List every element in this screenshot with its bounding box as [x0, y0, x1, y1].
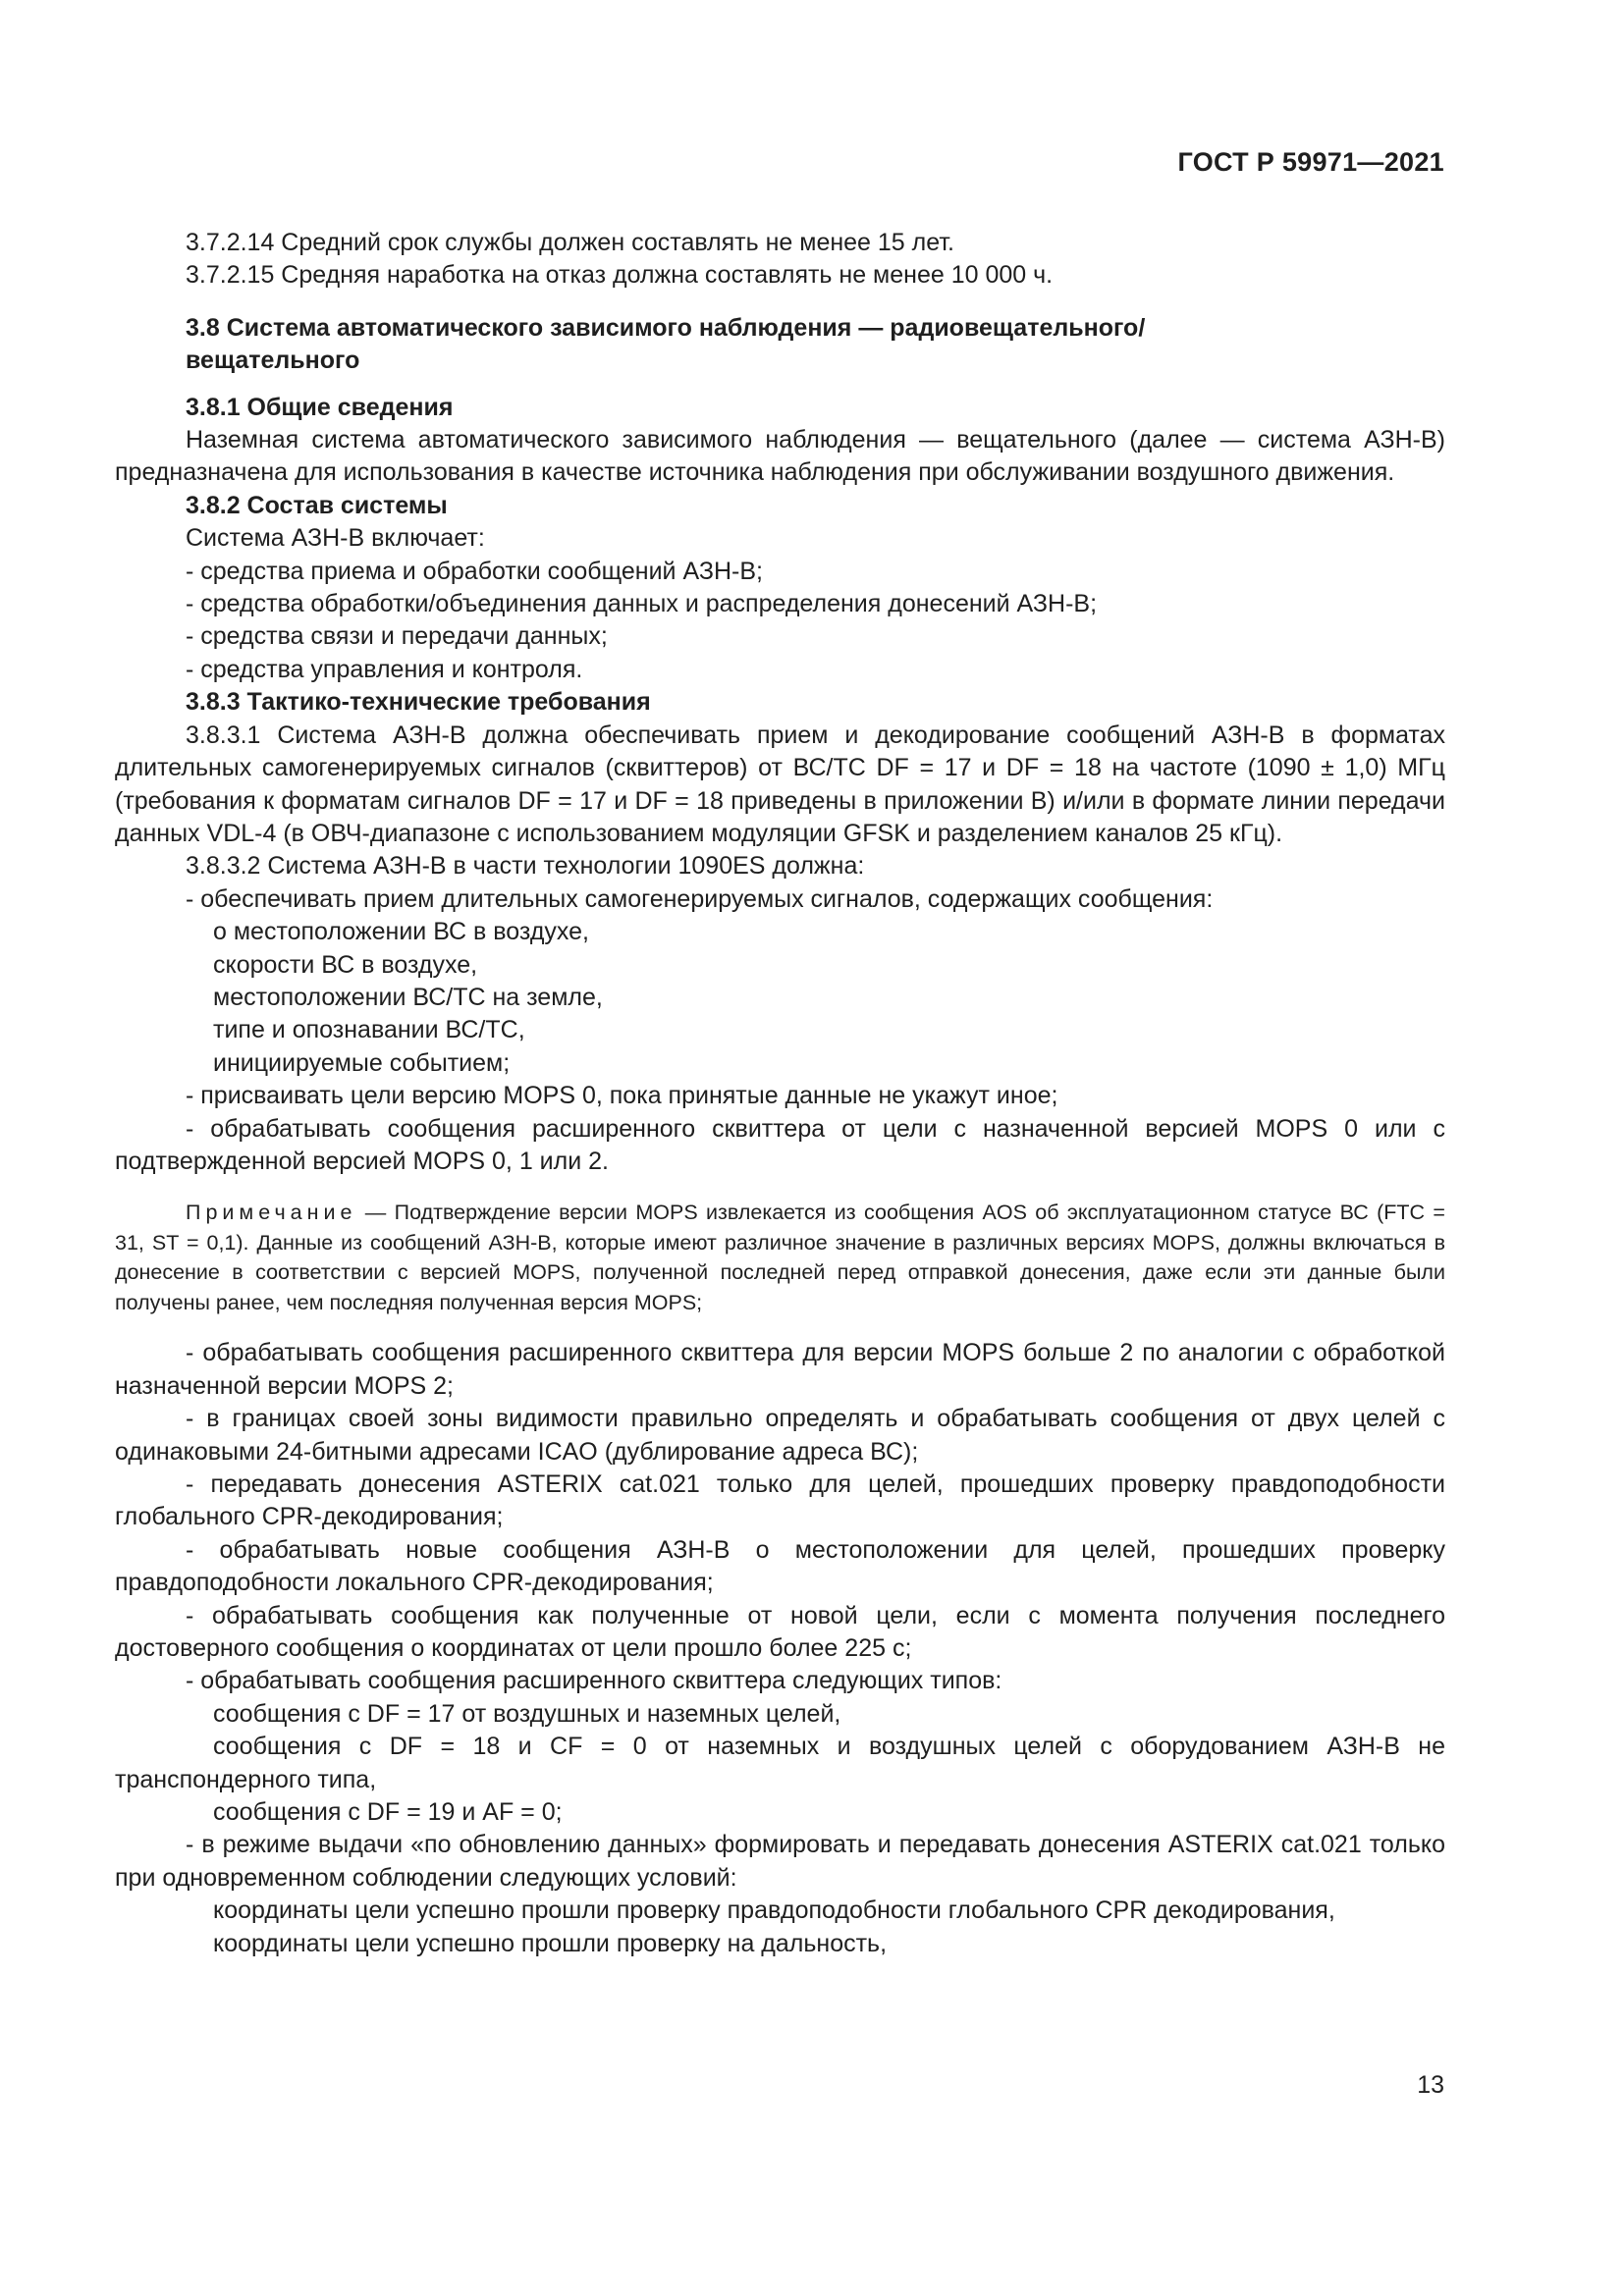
paragraph: 3.8.3.2 Система АЗН-В в части технологии 1090ES должна: — [186, 852, 865, 881]
list-subitem: местоположении ВС/ТС на земле, — [213, 983, 603, 1011]
list-item: - обеспечивать прием длительных самогенерируемых сигналов, содержащих сообщения: — [186, 884, 1214, 913]
list-subitem: о местоположении ВС в воздухе, — [213, 918, 589, 946]
page-number: 13 — [1417, 2071, 1444, 2099]
subsection-heading-3-8-3: 3.8.3 Тактико-технические требования — [186, 688, 651, 717]
list-item: - средства связи и передачи данных; — [186, 622, 608, 651]
list-subitem: сообщения с DF = 17 от воздушных и наземных целей, — [213, 1699, 841, 1728]
list-subitem: координаты цели успешно прошли проверку на дальность, — [213, 1929, 888, 1957]
list-subitem: сообщения с DF = 19 и AF = 0; — [213, 1798, 563, 1827]
paragraph: Система АЗН-В включает: — [186, 524, 485, 553]
paragraph: 3.8.3.1 Система АЗН-В должна обеспечивать прием и декодирование сообщений АЗН-В в форматах длительных самогенерируемых сигналов (сквиттеров) от ВС/ТС DF = 17 и DF = 18 на частоте (1090 ± 1,0) МГц (требования к форматам сигналов DF = 17 и DF = 18 приведены в приложении В) и/или в формате линии передачи данных VDL-4 (в ОВЧ-диапазоне с использованием модуляции GFSK и разделением каналов 25 кГц). — [115, 721, 1445, 847]
list-item: - в границах своей зоны видимости правильно определять и обрабатывать сообщения от двух целей с одинаковыми 24-битными адресами ICAO (дублирование адреса ВС); — [115, 1405, 1445, 1466]
list-item: - передавать донесения ASTERIX cat.021 только для целей, прошедших проверку правдоподобности глобального CPR-декодирования; — [115, 1470, 1445, 1531]
list-item: - присваивать цели версию MOPS 0, пока принятые данные не укажут иное; — [186, 1082, 1058, 1110]
document-body — [115, 227, 1445, 1960]
list-subitem: типе и опознавании ВС/ТС, — [213, 1016, 525, 1044]
paragraph: 3.7.2.15 Средняя наработка на отказ должна составлять не менее 10 000 ч. — [186, 261, 1054, 290]
note-text: — Подтверждение версии MOPS извлекается из сообщения AOS об эксплуатационном статусе ВС (FTC = 31, ST = 0,1). Данные из сообщений АЗН-В, которые имеют различное значение в различных версиях MOPS, должны включаться в донесение в соответствии с версией MOPS, полученной последней перед отправкой донесения, даже если эти данные были получены ранее, чем последняя полученная версия MOPS; — [115, 1201, 1445, 1314]
subsection-heading-3-8-1: 3.8.1 Общие сведения — [186, 393, 454, 421]
list-item: - обрабатывать сообщения расширенного сквиттера для версии MOPS больше 2 по аналогии с обработкой назначенной версии MOPS 2; — [115, 1339, 1445, 1400]
list-item: - средства обработки/объединения данных и распределения донесений АЗН-В; — [186, 590, 1098, 618]
list-subitem: сообщения с DF = 18 и CF = 0 от наземных и воздушных целей с оборудованием АЗН-В не транспондерного типа, — [115, 1733, 1445, 1793]
document-code-header: ГОСТ Р 59971—2021 — [1177, 147, 1444, 177]
subsection-heading-3-8-2: 3.8.2 Состав системы — [186, 491, 448, 519]
list-item: - средства приема и обработки сообщений АЗН-В; — [186, 557, 763, 585]
list-item: - обрабатывать сообщения как полученные от новой цели, если с момента получения последнего достоверного сообщения о координатах от цели прошло более 225 с; — [115, 1601, 1445, 1663]
list-item: - обрабатывать сообщения расширенного сквиттера следующих типов: — [186, 1667, 1002, 1695]
paragraph: Наземная система автоматического зависимого наблюдения — вещательного (далее — система АЗН-В) предназначена для использования в качестве источника наблюдения при обслуживании воздушного движения. — [115, 426, 1445, 487]
note-label: Примечание — [186, 1201, 357, 1225]
section-heading-3-8: 3.8 Система автоматического зависимого наблюдения — радиовещательного/ вещательного — [186, 313, 1146, 375]
list-subitem: координаты цели успешно прошли проверку правдоподобности глобального CPR декодирования, — [213, 1896, 1335, 1925]
list-item: - средства управления и контроля. — [186, 655, 583, 683]
note-block — [115, 1198, 1445, 1317]
list-item: - в режиме выдачи «по обновлению данных» формировать и передавать донесения ASTERIX cat.021 только при одновременном соблюдении следующих условий: — [115, 1831, 1445, 1892]
list-item: - обрабатывать сообщения расширенного сквиттера от цели с назначенной версией MOPS 0 или с подтвержденной версией MOPS 0, 1 или 2. — [115, 1114, 1445, 1175]
list-subitem: скорости ВС в воздухе, — [213, 950, 478, 979]
list-item: - обрабатывать новые сообщения АЗН-В о местоположении для целей, прошедших проверку правдоподобности локального CPR-декодирования; — [115, 1535, 1445, 1597]
paragraph: 3.7.2.14 Средний срок службы должен составлять не менее 15 лет. — [186, 229, 954, 256]
list-subitem: инициируемые событием; — [213, 1048, 511, 1077]
